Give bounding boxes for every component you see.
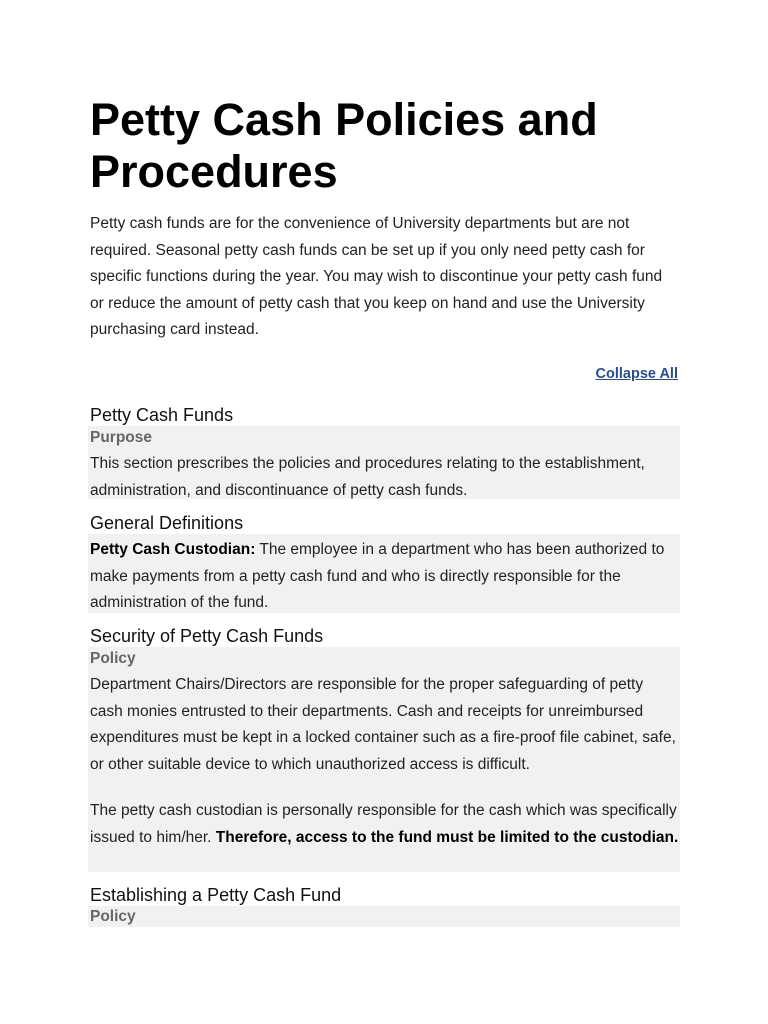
section-panel-establishing (88, 906, 680, 927)
section-subheading: Purpose (90, 429, 153, 446)
section-title-security[interactable]: Security of Petty Cash Funds (90, 626, 324, 646)
section-panel-security (88, 647, 680, 872)
definition-paragraph (90, 534, 680, 617)
section-subheading: Policy (90, 908, 136, 925)
collapse-all-link[interactable]: Collapse All (595, 366, 678, 382)
security-paragraph-1: Department Chairs/Directors are responsible for the proper safeguarding of petty cash monies entrusted to their departments. Cash and receipts for unreimbursed expenditures must be kept in a locked container such as a fire-proof file cabinet, safe, or other suitable device to which unauthorized access is difficult. (90, 676, 676, 773)
intro-paragraph: Petty cash funds are for the convenience of University departments but are not required. Seasonal petty cash funds can be set up if you only need petty cash for specific functions during the year. You may wish to discontinue your petty cash fund or reduce the amount of petty cash that you keep on hand and use the University purchasing card instead. (90, 215, 663, 338)
section-panel-petty-cash-funds (88, 426, 680, 499)
section-title-petty-cash-funds[interactable]: Petty Cash Funds (90, 405, 234, 425)
security-text-plain: The petty cash custodian is personally responsible for the cash which was specifically issued to him/her. (90, 802, 677, 846)
definition-text: The employee in a department who has been authorized to make payments from a petty cash fund and who is directly responsible for the administration of the fund. (90, 541, 665, 611)
section-title-establishing[interactable]: Establishing a Petty Cash Fund (90, 885, 342, 905)
definition-term: Petty Cash Custodian: (90, 541, 256, 558)
section-title-general-definitions[interactable]: General Definitions (90, 513, 244, 533)
section-subheading: Policy (90, 650, 136, 667)
page-title: Petty Cash Policies and Procedures (90, 94, 598, 197)
security-text-bold: Therefore, access to the fund must be limited to the custodian. (215, 828, 679, 846)
security-paragraph-2 (90, 798, 680, 851)
section-text: This section prescribes the policies and procedures relating to the establishment, administration, and discontinuance of petty cash funds. (90, 455, 645, 499)
section-panel-general-definitions (88, 534, 680, 613)
